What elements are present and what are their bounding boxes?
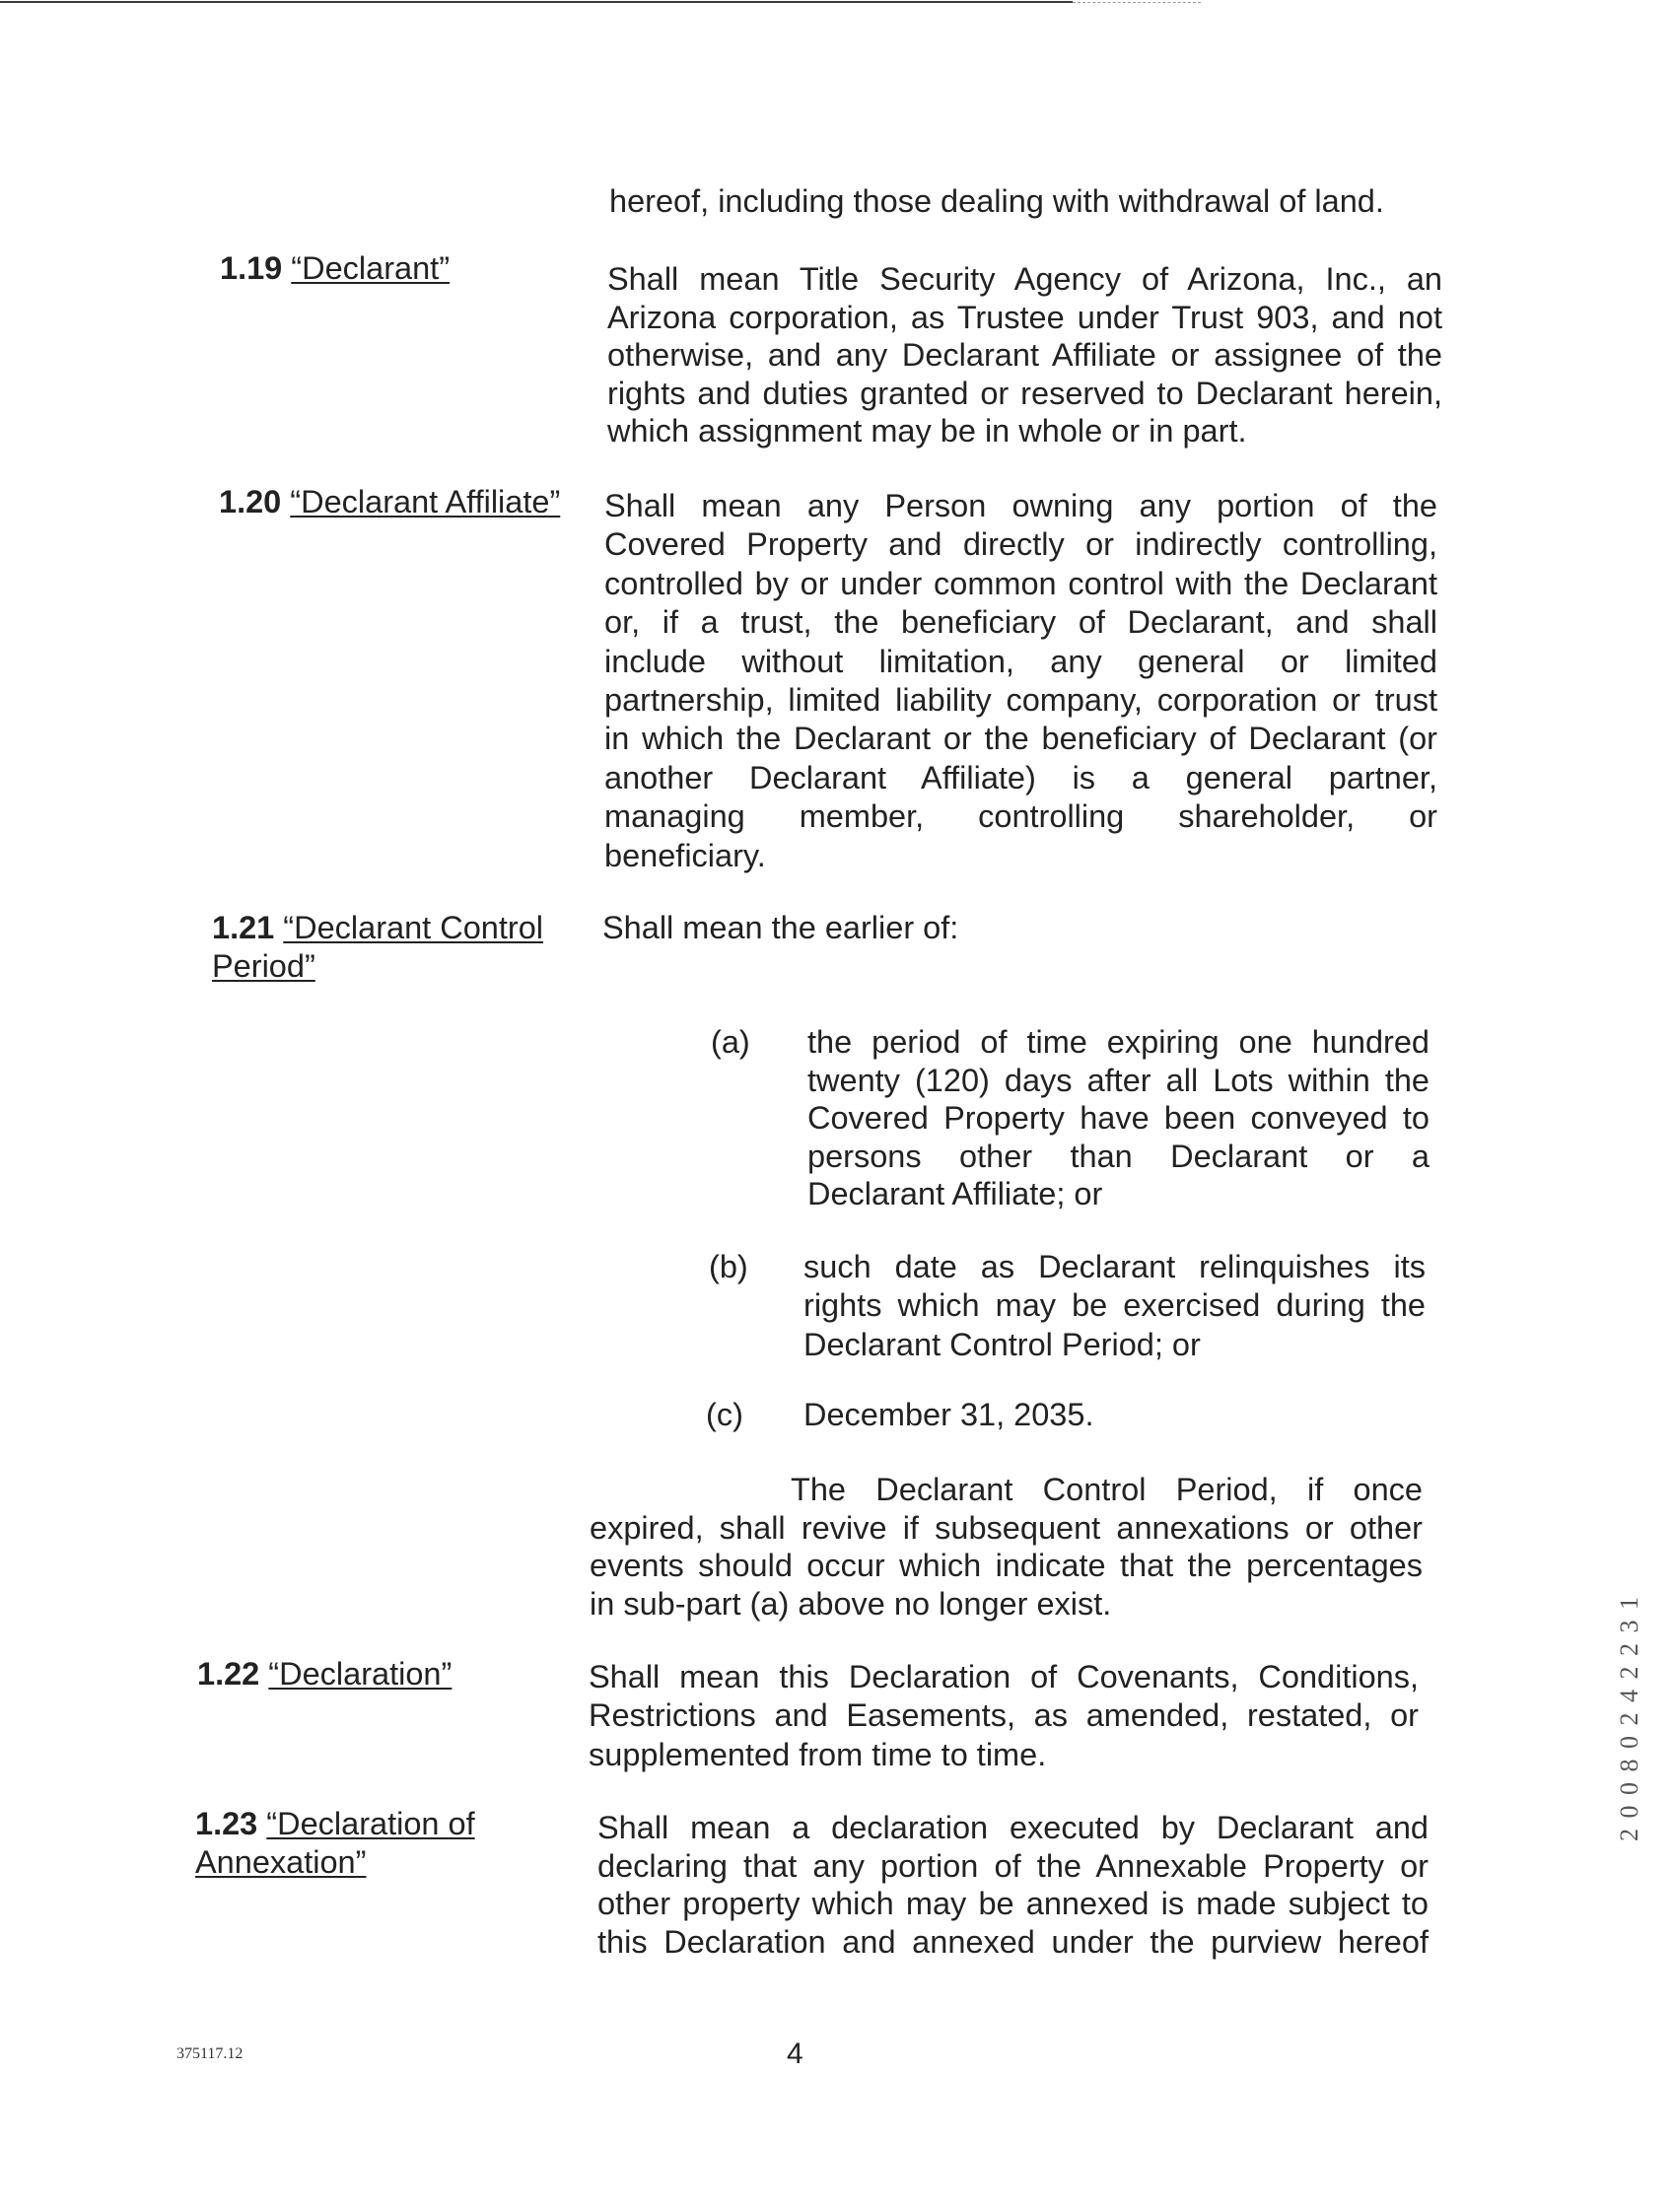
text-line: other property which may be annexed is made subject to: [597, 1886, 1429, 1922]
text-line: another Declarant Affiliate) is a general partner,: [604, 759, 1437, 795]
definition-closing-1-21: [590, 1471, 1423, 1623]
section-number: 1.22: [197, 1656, 260, 1692]
text-line: such date as Declarant relinquishes its: [803, 1249, 1426, 1284]
definition-label-1-20: [219, 483, 560, 521]
text-line: controlled by or under common control with the Declarant: [604, 565, 1437, 601]
text-line: Declarant Control Period; or: [803, 1326, 1201, 1362]
text-line: which assignment may be in whole or in part.: [607, 413, 1247, 449]
text-line: Shall mean Title Security Agency of Arizona, Inc., an: [607, 261, 1442, 297]
text-line: December 31, 2035.: [803, 1397, 1094, 1432]
definition-label-1-19: [220, 249, 450, 288]
text-line: in sub-part (a) above no longer exist.: [590, 1585, 1112, 1622]
defined-term: “Declarant”: [291, 250, 451, 286]
definition-body-1-19: [607, 260, 1442, 450]
recording-number-stamp: 20080242231: [1615, 1586, 1643, 1841]
text-line: Declarant Affiliate; or: [807, 1176, 1103, 1212]
text-line: this Declaration and annexed under the purview hereof: [597, 1923, 1429, 1960]
definition-label-1-21: [212, 909, 543, 985]
text-line: supplemented from time to time.: [589, 1736, 1047, 1772]
text-line: rights and duties granted or reserved to Declarant herein,: [607, 375, 1442, 411]
text-line: rights which may be exercised during the: [803, 1287, 1426, 1324]
text-line: partnership, limited liability company, corporation or trust: [604, 682, 1437, 719]
text-line: or, if a trust, the beneficiary of Declarant, and shall: [604, 604, 1437, 641]
text-line: expired, shall revive if subsequent annexations or other: [590, 1509, 1423, 1546]
document-id: 375117.12: [176, 2045, 244, 2062]
defined-term: “Declarant Control: [283, 910, 544, 945]
text-line: Covered Property and directly or indirectly controlling,: [604, 526, 1437, 563]
sub-item-text-c: [803, 1396, 1426, 1434]
defined-term: “Declarant Affiliate”: [290, 484, 561, 519]
text-line: otherwise, and any Declarant Affiliate or assignee of the: [607, 337, 1442, 374]
sub-item-text-b: [803, 1248, 1426, 1364]
definition-body-1-22: [589, 1658, 1419, 1774]
defined-term: “Declaration”: [268, 1656, 453, 1692]
text-line: managing member, controlling shareholder, or: [604, 798, 1437, 835]
text-line: Shall mean the earlier of:: [602, 910, 959, 945]
page-number: 4: [787, 2038, 803, 2070]
section-number: 1.23: [195, 1806, 258, 1841]
definition-label-1-22: [197, 1655, 452, 1694]
text-line: hereof, including those dealing with withdrawal of land.: [609, 183, 1384, 219]
text-line: Covered Property have been conveyed to: [807, 1100, 1430, 1137]
defined-term: “Declaration of: [266, 1806, 475, 1841]
text-line: include without limitation, any general or limited: [604, 643, 1437, 679]
text-line: twenty (120) days after all Lots within the: [807, 1062, 1430, 1098]
sub-item-label-b: (b): [709, 1249, 748, 1284]
text-line: beneficiary.: [604, 837, 766, 873]
text-line: in which the Declarant or the beneficiary of Declarant (or: [604, 721, 1437, 757]
section-number: 1.20: [219, 484, 282, 519]
definition-body-1-23: [597, 1809, 1429, 1961]
text-line: Restrictions and Easements, as amended, restated, or: [589, 1697, 1419, 1734]
text-line: the period of time expiring one hundred: [807, 1024, 1430, 1060]
text-line-indented: The Declarant Control Period, if once: [791, 1472, 1423, 1507]
continuation-paragraph: [609, 182, 1447, 221]
definition-body-1-20: [604, 487, 1437, 875]
text-line: events should occur which indicate that the percentages: [590, 1548, 1423, 1584]
text-line: Arizona corporation, as Trustee under Trust 903, and not: [607, 299, 1442, 335]
scan-top-rule-faint: [1073, 2, 1201, 3]
text-line: declaring that any portion of the Annexable Property or: [597, 1847, 1429, 1884]
text-line: persons other than Declarant or a: [807, 1138, 1430, 1174]
sub-item-label-a: (a): [711, 1024, 750, 1060]
defined-term-continued: Annexation”: [195, 1843, 367, 1880]
sub-item-text-a: [807, 1023, 1430, 1213]
definition-label-1-23: [195, 1805, 475, 1881]
section-number: 1.19: [220, 250, 283, 286]
section-number: 1.21: [212, 910, 275, 945]
sub-item-label-c: (c): [706, 1397, 743, 1432]
text-line: Shall mean a declaration executed by Declarant and: [597, 1810, 1429, 1845]
definition-body-1-21: [602, 909, 1440, 947]
scan-top-rule: [0, 1, 1073, 3]
text-line: Shall mean this Declaration of Covenants, Conditions,: [589, 1659, 1419, 1694]
text-line: Shall mean any Person owning any portion of the: [604, 488, 1437, 523]
defined-term-continued: Period”: [212, 947, 315, 984]
